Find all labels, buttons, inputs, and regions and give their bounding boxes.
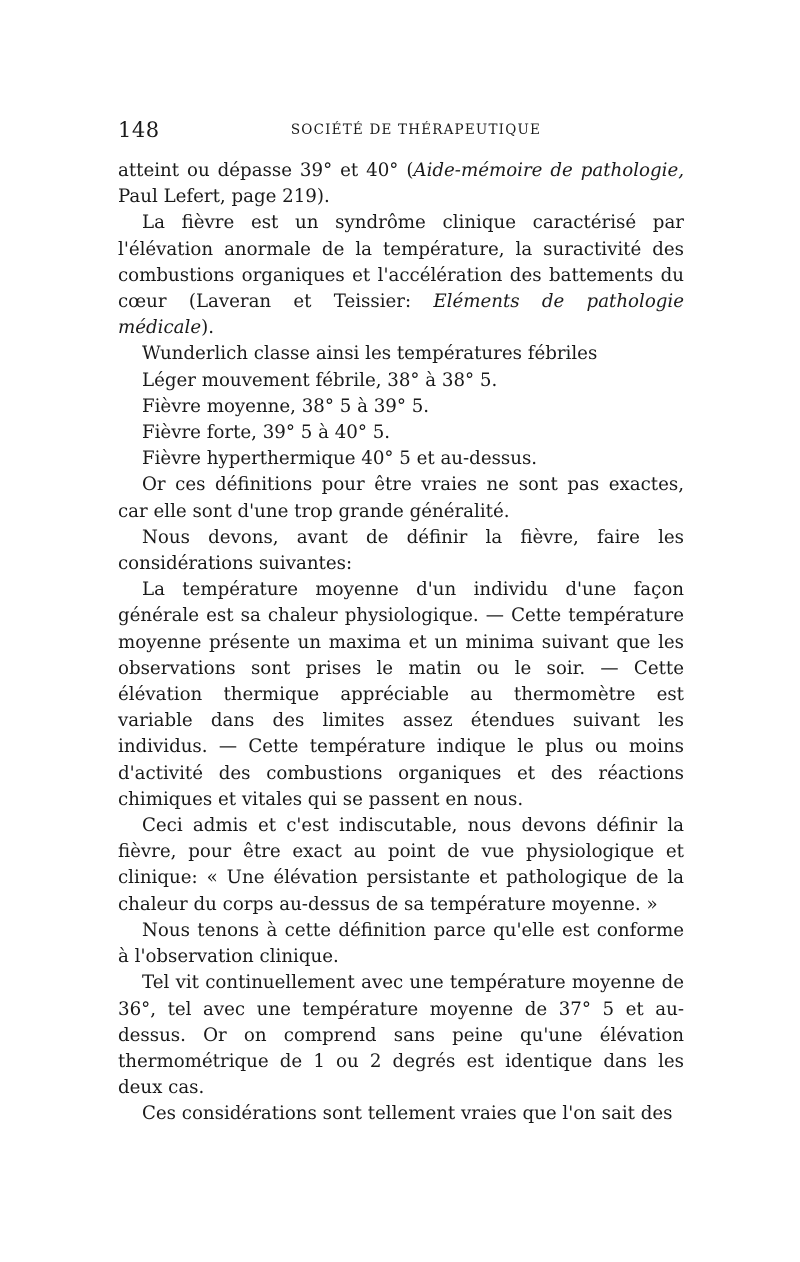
running-head: SOCIÉTÉ DE THÉRAPEUTIQUE <box>290 122 542 138</box>
italic-citation: Eléments de pathologie médicale <box>118 291 684 339</box>
list-item: Fièvre moyenne, 38° 5 à 39° 5. <box>142 395 430 417</box>
paragraph: Or ces définitions pour être vraies ne sont pas exactes, car elle sont d'une trop grande généralité. <box>118 474 684 522</box>
paragraph-fever-definition <box>118 210 684 341</box>
page-header <box>118 116 684 146</box>
paragraph: Nous tenons à cette définition parce qu'elle est conforme à l'observation clinique. <box>118 919 684 968</box>
page-body <box>118 158 684 1128</box>
italic-citation: Aide-mémoire de pathologie, <box>413 160 684 181</box>
paragraph-text: atteint ou dépasse 39° et 40° ( <box>118 160 414 181</box>
paragraph: Tel vit continuellement avec une température moyenne de 36°, tel avec une température moyenne de 37° 5 et au-dessus. Or on comprend sans peine qu'une élévation thermométrique de 1 ou 2 degrés est identique dans les deux cas. <box>118 972 684 1099</box>
list-item: Fièvre forte, 39° 5 à 40° 5. <box>142 422 391 444</box>
paragraph-continuation <box>118 158 684 210</box>
paragraph-text: La fièvre est un syndrôme clinique caractérisé par l'élévation anormale de la température, la suractivité des combustions organiques et l'accélération des battements du cœur (Laveran et Teissier: <box>118 212 684 313</box>
paragraph: La température moyenne d'un individu d'une façon générale est sa chaleur physiologique. — Cette température moyenne présente un maxima et un minima suivant que les observations sont prises le matin ou le soir. — Cette élévation thermique appréciable au thermomètre est variable dans des limites assez étendues suivant les individus. — Cette température indique le plus ou moins d'activité des combustions organiques et des réactions chimiques et vitales qui se passent en nous. <box>118 579 684 810</box>
paragraph-wunderlich: Wunderlich classe ainsi les températures fébriles <box>142 343 598 365</box>
list-item: Fièvre hyperthermique 40° 5 et au-dessus. <box>142 448 538 470</box>
paragraph-text: ). <box>201 317 214 339</box>
paragraph: Ces considérations sont tellement vraies que l'on sait des <box>142 1103 673 1125</box>
page-number: 148 <box>118 118 160 142</box>
list-item: Léger mouvement fébrile, 38° à 38° 5. <box>142 369 498 391</box>
paragraph-text: Paul Lefert, page 219). <box>118 186 330 208</box>
book-page <box>118 116 684 1128</box>
paragraph: Ceci admis et c'est indiscutable, nous devons définir la fièvre, pour être exact au point de vue physiologique et clinique: « Une élévation persistante et pathologique de la chaleur du corps au-dessus de sa température moyenne. » <box>118 815 684 915</box>
paragraph: Nous devons, avant de définir la fièvre, faire les considérations suivantes: <box>118 526 684 575</box>
